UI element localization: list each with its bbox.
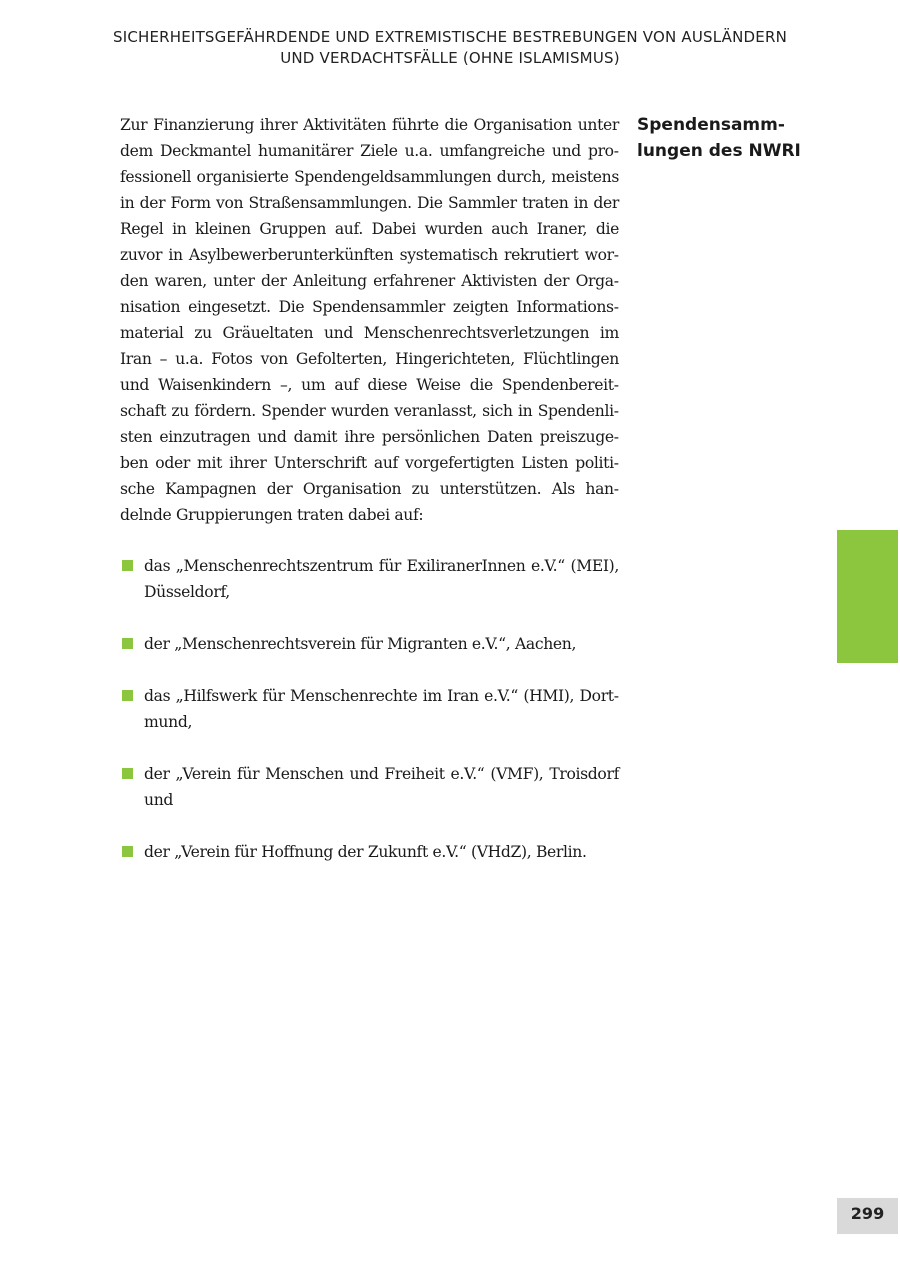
margin-heading-line-2: lungen des NWRI (637, 141, 801, 161)
margin-heading (637, 112, 837, 164)
margin-heading-line-1: Spendensamm- (637, 115, 785, 135)
page-number: 299 (837, 1198, 898, 1234)
running-header (100, 27, 800, 69)
organization-list (120, 553, 619, 891)
running-header-line-2: UND VERDACHTSFÄLLE (OHNE ISLAMISMUS) (280, 49, 620, 67)
list-item: das „Menschenrechtszentrum für ExiliranerInnen e.V.“ (MEI), Düsseldorf, (120, 553, 619, 605)
list-item: der „Menschenrechtsverein für Migranten e.V.“, Aachen, (120, 631, 619, 657)
body-paragraph: Zur Finanzierung ihrer Aktivitäten führte die Organisation unter dem Deckmantel humanitärer Ziele u.a. umfangreiche und professionell organisierte Spendengeldsammlungen durch, meistens in der Form von Straßensammlungen. Die Sammler traten in der Regel in kleinen Gruppen auf. Dabei wurden auch Iraner, die zuvor in Asylbewerberunterkünften systematisch rekrutiert worden waren, unter der Anleitung erfahrener Aktivisten der Organisation eingesetzt. Die Spendensammler zeigten Informationsmaterial zu Gräueltaten und Menschenrechtsverletzungen im Iran – u.a. Fotos von Gefolterten, Hingerichteten, Flüchtlingen und Waisenkindern –, um auf diese Weise die Spendenbereitschaft zu fördern. Spender wurden veranlasst, sich in Spendenlisten einzutragen und damit ihre persönlichen Daten preiszugeben oder mit ihrer Unterschrift auf vorgefertigten Listen politische Kampagnen der Organisation zu unterstützen. Als handelnde Gruppierungen traten dabei auf: (120, 116, 619, 524)
list-item: der „Verein für Menschen und Freiheit e.V.“ (VMF), Troisdorf und (120, 761, 619, 813)
list-item: der „Verein für Hoffnung der Zukunft e.V.“ (VHdZ), Berlin. (120, 839, 619, 865)
chapter-thumb-tab (837, 530, 898, 663)
list-item: das „Hilfswerk für Menschenrechte im Iran e.V.“ (HMI), Dortmund, (120, 683, 619, 735)
running-header-line-1: SICHERHEITSGEFÄHRDENDE UND EXTREMISTISCHE BESTREBUNGEN VON AUSLÄNDERN (112, 28, 788, 46)
